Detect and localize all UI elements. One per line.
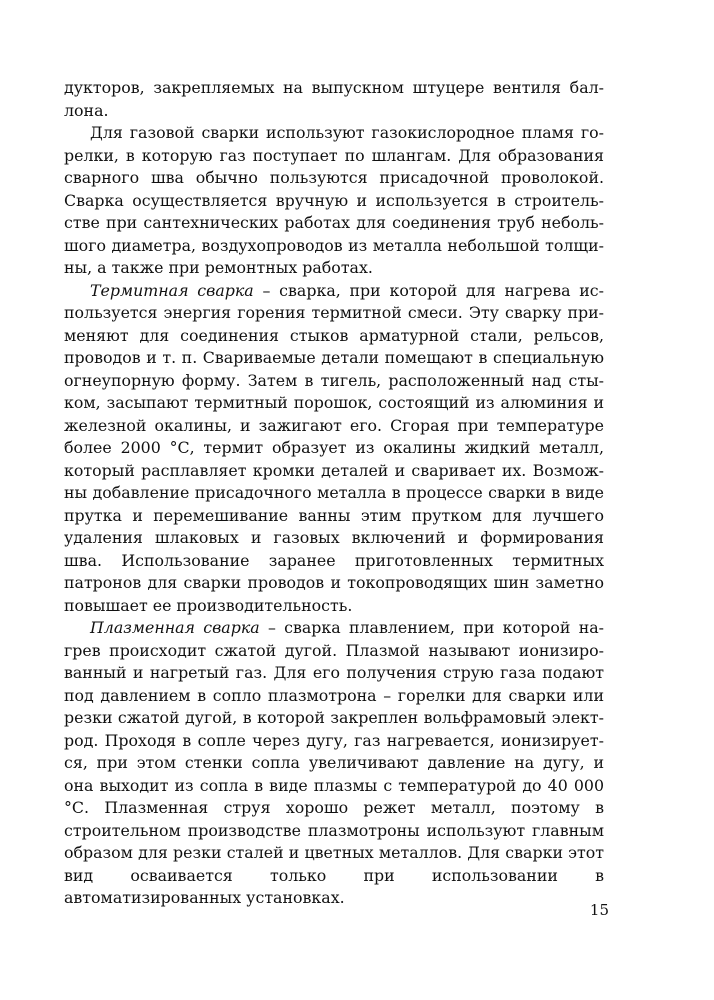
paragraph-plasma-welding <box>64 617 604 910</box>
paragraph-text: дукторов, закрепляемых на выпускном штуцере вентиля баллона. <box>64 78 604 120</box>
page-body <box>64 77 604 910</box>
paragraph-text: Для газовой сварки используют газокислородное пламя горелки, в которую газ поступает по шлангам. Для образования сварного шва обычно пользуются присадочной проволокой. Сварка осуществляется вручную и используется в строительстве при сантехнических работах для соединения труб небольшого диаметра, воздухопроводов из металла небольшой толщины, а также при ремонтных работах. <box>64 123 604 277</box>
paragraph-text: – сварка, при которой для нагрева используется энергия горения термитной смеси. Эту сварку применяют для соединения стыков арматурной стали, рельсов, проводов и т. п. Свариваемые детали помещают в специальную огнеупорную форму. Затем в тигель, расположенный над стыком, засыпают термитный порошок, состоящий из алюминия и железной окалины, и зажигают его. Сгорая при температуре более 2000 °С, термит образует из окалины жидкий металл, который расплавляет кромки деталей и сваривает их. Возможны добавление присадочного металла в процессе сварки в виде прутка и перемешивание ванны этим прутком для лучшего удаления шлаковых и газовых включений и формирования шва. Использование заранее приготовленных термитных патронов для сварки проводов и токопроводящих шин заметно повышает ее производительность. <box>64 280 604 615</box>
paragraph-continuation <box>64 77 604 122</box>
paragraph-gas-welding <box>64 122 604 280</box>
term-thermite-welding: Термитная сварка <box>90 280 254 300</box>
paragraph-thermite-welding <box>64 280 604 618</box>
term-plasma-welding: Плазменная сварка <box>90 618 260 637</box>
paragraph-text: – сварка плавлением, при которой нагрев происходит сжатой дугой. Плазмой называют ионизированный и нагретый газ. Для его получения струю газа подают под давлением в сопло плазмотрона – горелки для сварки или резки сжатой дугой, в которой закреплен вольфрамовый электрод. Проходя в сопле через дугу, газ нагревается, ионизируется, при этом стенки сопла увеличивают давление на дугу, и она выходит из сопла в виде плазмы с температурой до 40 000 °С. Плазменная струя хорошо режет металл, поэтому в строительном производстве плазмотроны используют главным образом для резки сталей и цветных металлов. Для сварки этот вид осваивается только при использовании в автоматизированных установках. <box>64 618 604 907</box>
page-number: 15 <box>589 901 609 919</box>
